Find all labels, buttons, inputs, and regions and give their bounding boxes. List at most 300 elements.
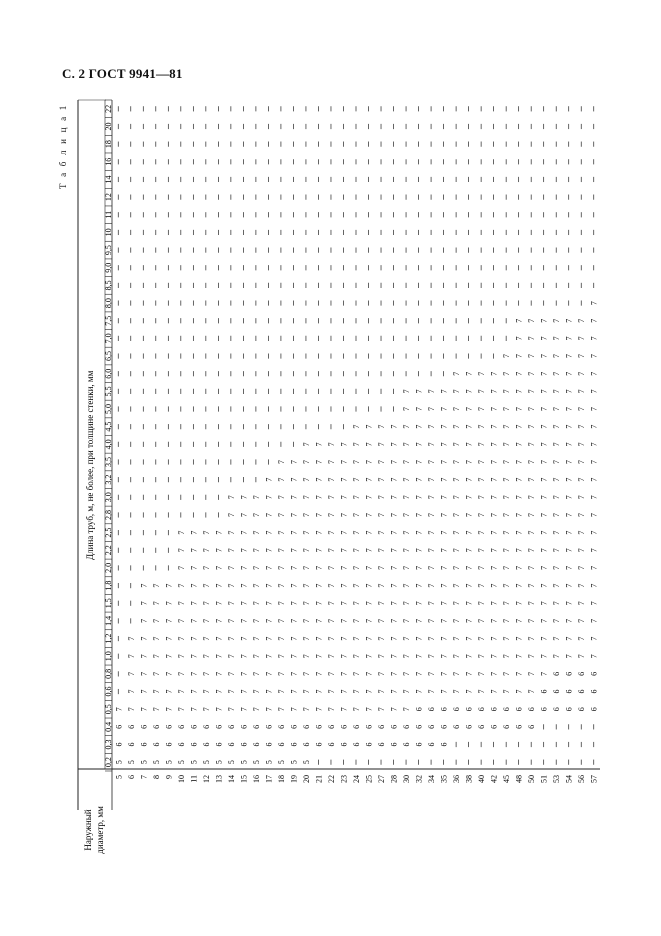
length-value: 7 — [552, 477, 562, 482]
length-value: 7 — [139, 601, 149, 606]
length-value: 6 — [439, 724, 449, 729]
length-value: 7 — [239, 689, 249, 694]
length-value: 6 — [514, 707, 524, 712]
length-value: 7 — [364, 565, 374, 570]
length-value: 7 — [389, 459, 399, 464]
length-value: 7 — [477, 530, 487, 535]
length-value: 6 — [151, 724, 161, 729]
length-value: 7 — [352, 583, 361, 588]
length-value: 6 — [314, 724, 324, 729]
length-value: 7 — [552, 459, 562, 464]
length-value: 7 — [264, 583, 274, 588]
length-value: 7 — [589, 530, 599, 535]
length-value: 7 — [477, 654, 487, 659]
length-value: 7 — [176, 565, 186, 570]
length-value: 7 — [439, 548, 449, 553]
length-value: 6 — [577, 707, 587, 712]
length-value: 5 — [189, 760, 199, 765]
length-value: 7 — [126, 707, 136, 712]
length-value: 7 — [339, 707, 349, 712]
length-value: 7 — [301, 601, 311, 606]
length-value: 7 — [502, 495, 512, 500]
length-value: 7 — [189, 565, 199, 570]
thickness-label: 3,0 — [104, 492, 113, 503]
length-value: 7 — [427, 512, 437, 517]
diameter-label: 6 — [126, 775, 136, 779]
length-value: 7 — [489, 389, 499, 394]
length-value: 7 — [389, 565, 399, 570]
length-value: 5 — [139, 760, 149, 765]
length-value: 7 — [527, 318, 537, 323]
length-value: 7 — [589, 654, 599, 659]
length-value: 6 — [126, 724, 136, 729]
thickness-label: 0,6 — [104, 686, 113, 697]
length-value: 7 — [439, 530, 449, 535]
length-value: 6 — [477, 724, 487, 729]
length-value: 7 — [527, 424, 537, 429]
length-value: 7 — [464, 689, 474, 694]
length-value: 7 — [226, 565, 236, 570]
length-value: 7 — [164, 583, 174, 588]
length-value: 7 — [264, 548, 274, 553]
length-value: 7 — [514, 512, 524, 517]
length-value: 7 — [389, 671, 399, 676]
length-value: 7 — [414, 424, 424, 429]
length-value: 7 — [402, 495, 412, 500]
length-value: 6 — [352, 724, 361, 729]
length-value: 7 — [226, 601, 236, 606]
length-value: 6 — [552, 671, 562, 676]
length-value: 7 — [464, 477, 474, 482]
length-value: 7 — [502, 618, 512, 623]
length-value: 7 — [289, 618, 299, 623]
length-value: 7 — [589, 565, 599, 570]
thickness-label: 1,2 — [104, 633, 113, 644]
length-value: 5 — [226, 760, 236, 765]
length-value: 7 — [402, 389, 412, 394]
length-value: 7 — [477, 671, 487, 676]
length-value: 7 — [577, 654, 587, 659]
length-value: 7 — [364, 459, 374, 464]
length-value: 6 — [464, 724, 474, 729]
length-value: 7 — [151, 601, 161, 606]
length-value: 6 — [226, 724, 236, 729]
length-value: 7 — [301, 512, 311, 517]
length-value: 7 — [539, 477, 549, 482]
diameter-label: 45 — [502, 775, 512, 783]
length-value: 7 — [389, 548, 399, 553]
length-value: 7 — [164, 689, 174, 694]
length-value: 7 — [176, 689, 186, 694]
length-value: 7 — [251, 601, 261, 606]
length-value: 7 — [552, 618, 562, 623]
length-value: 7 — [477, 477, 487, 482]
length-value: 7 — [577, 583, 587, 588]
length-value: 7 — [427, 495, 437, 500]
length-value: 7 — [514, 636, 524, 641]
length-value: 6 — [489, 724, 499, 729]
length-value: 7 — [364, 495, 374, 500]
thickness-label: 8,0 — [104, 298, 113, 309]
length-value: 7 — [414, 407, 424, 412]
thickness-label: 10 — [104, 228, 113, 237]
length-value: 7 — [352, 654, 361, 659]
length-value: 7 — [201, 636, 211, 641]
length-value: 7 — [251, 495, 261, 500]
length-value: 7 — [452, 636, 462, 641]
length-value: 7 — [289, 654, 299, 659]
length-value: 7 — [514, 424, 524, 429]
length-value: 7 — [352, 565, 361, 570]
length-value: 7 — [414, 512, 424, 517]
length-value: 6 — [326, 742, 336, 747]
length-value: 7 — [477, 512, 487, 517]
thickness-label: 11 — [104, 210, 113, 219]
length-value: 7 — [552, 512, 562, 517]
length-value: 7 — [176, 654, 186, 659]
length-value: 7 — [389, 618, 399, 623]
length-value: 6 — [439, 742, 449, 747]
length-value: 7 — [589, 424, 599, 429]
length-value: 7 — [377, 548, 387, 553]
length-value: 7 — [201, 565, 211, 570]
length-value: 7 — [251, 583, 261, 588]
length-value: 7 — [301, 495, 311, 500]
length-value: 6 — [264, 742, 274, 747]
length-value: 7 — [289, 512, 299, 517]
length-value: 6 — [552, 689, 562, 694]
thickness-label: 2,0 — [104, 562, 113, 573]
length-value: 7 — [414, 442, 424, 447]
length-value: 7 — [564, 565, 574, 570]
diameter-label: 9 — [164, 775, 174, 779]
length-value: 7 — [564, 654, 574, 659]
length-value: 7 — [527, 530, 537, 535]
length-value: 7 — [427, 601, 437, 606]
length-value: 6 — [226, 742, 236, 747]
length-value: 7 — [564, 424, 574, 429]
length-value: 7 — [402, 601, 412, 606]
length-value: 7 — [414, 459, 424, 464]
length-value: 7 — [251, 565, 261, 570]
length-value: 7 — [527, 407, 537, 412]
length-value: 7 — [176, 530, 186, 535]
diameter-label: 54 — [564, 775, 574, 783]
length-value: 7 — [289, 530, 299, 535]
length-value: 7 — [251, 671, 261, 676]
thickness-label: 8,5 — [104, 280, 113, 291]
length-value: 7 — [251, 654, 261, 659]
length-value: 6 — [139, 742, 149, 747]
length-value: 7 — [289, 583, 299, 588]
length-value: 7 — [389, 424, 399, 429]
length-value: 7 — [539, 565, 549, 570]
length-value: 7 — [514, 601, 524, 606]
length-value: 7 — [201, 707, 211, 712]
length-value: 7 — [577, 530, 587, 535]
length-value: 7 — [527, 389, 537, 394]
length-value: 7 — [452, 565, 462, 570]
length-value: 7 — [564, 601, 574, 606]
length-value: 7 — [314, 618, 324, 623]
length-value: 7 — [139, 689, 149, 694]
length-value: 7 — [539, 336, 549, 341]
length-value: 7 — [377, 495, 387, 500]
length-value: 6 — [214, 724, 224, 729]
length-value: 7 — [477, 459, 487, 464]
length-value: 7 — [301, 548, 311, 553]
length-value: 7 — [364, 707, 374, 712]
length-value: 6 — [527, 724, 537, 729]
length-value: 7 — [527, 565, 537, 570]
length-value: 7 — [489, 583, 499, 588]
length-value: 7 — [464, 424, 474, 429]
length-value: 7 — [489, 601, 499, 606]
length-value: 7 — [139, 636, 149, 641]
length-value: 7 — [589, 583, 599, 588]
length-value: 7 — [226, 689, 236, 694]
length-value: 7 — [377, 583, 387, 588]
length-value: 7 — [552, 601, 562, 606]
length-value: 7 — [314, 689, 324, 694]
length-value: 7 — [201, 601, 211, 606]
length-value: 7 — [489, 565, 499, 570]
length-value: 7 — [514, 407, 524, 412]
length-value: 7 — [214, 530, 224, 535]
diameter-label: 10 — [176, 775, 186, 783]
length-value: 7 — [439, 442, 449, 447]
diameter-label: 34 — [427, 775, 437, 783]
length-value: 6 — [464, 707, 474, 712]
length-value: 7 — [289, 636, 299, 641]
length-value: 7 — [276, 654, 286, 659]
length-value: 7 — [477, 565, 487, 570]
length-value: 7 — [326, 689, 336, 694]
length-value: 7 — [452, 671, 462, 676]
length-value: 7 — [326, 636, 336, 641]
length-value: 7 — [364, 636, 374, 641]
length-value: 7 — [114, 707, 124, 712]
length-value: 7 — [151, 671, 161, 676]
length-value: 7 — [452, 548, 462, 553]
length-value: 7 — [477, 407, 487, 412]
diameter-label: 40 — [477, 775, 487, 783]
length-value: 7 — [589, 336, 599, 341]
length-value: 7 — [352, 636, 361, 641]
length-value: 7 — [464, 548, 474, 553]
length-value: 7 — [314, 442, 324, 447]
length-value: 7 — [289, 671, 299, 676]
length-value: 7 — [176, 618, 186, 623]
length-value: 7 — [176, 671, 186, 676]
length-value: 7 — [339, 618, 349, 623]
length-value: 7 — [514, 689, 524, 694]
length-value: 7 — [527, 512, 537, 517]
length-value: 6 — [589, 707, 599, 712]
length-value: 7 — [326, 618, 336, 623]
length-value: 7 — [502, 689, 512, 694]
length-value: 7 — [164, 618, 174, 623]
length-value: 7 — [389, 442, 399, 447]
length-value: 7 — [477, 601, 487, 606]
length-value: 6 — [452, 707, 462, 712]
length-value: 6 — [427, 707, 437, 712]
length-value: 7 — [339, 689, 349, 694]
length-value: 7 — [352, 689, 361, 694]
length-value: 7 — [377, 654, 387, 659]
length-value: 7 — [502, 424, 512, 429]
length-value: 7 — [577, 371, 587, 376]
length-value: 7 — [564, 442, 574, 447]
length-value: 7 — [352, 707, 361, 712]
length-value: 7 — [452, 371, 462, 376]
length-value: 7 — [377, 707, 387, 712]
length-value: 7 — [289, 707, 299, 712]
page-header: С. 2 ГОСТ 9941—81 — [62, 66, 183, 81]
length-value: 5 — [126, 760, 136, 765]
diameter-label: 53 — [552, 775, 562, 783]
length-value: 7 — [189, 548, 199, 553]
length-value: 7 — [477, 371, 487, 376]
length-value: 7 — [214, 583, 224, 588]
length-value: 6 — [164, 742, 174, 747]
length-value: 7 — [239, 618, 249, 623]
length-value: 7 — [214, 671, 224, 676]
length-value: 6 — [589, 689, 599, 694]
length-value: 7 — [514, 336, 524, 341]
length-value: 7 — [352, 671, 361, 676]
diameter-label: 8 — [151, 775, 161, 779]
length-value: 7 — [364, 548, 374, 553]
length-value: 7 — [364, 530, 374, 535]
length-value: 7 — [427, 477, 437, 482]
length-value: 7 — [289, 565, 299, 570]
length-value: 7 — [439, 654, 449, 659]
length-value: 7 — [414, 565, 424, 570]
length-value: 7 — [226, 530, 236, 535]
diameter-label: 25 — [364, 775, 374, 783]
length-value: 7 — [339, 548, 349, 553]
length-value: 7 — [264, 671, 274, 676]
length-value: 7 — [527, 336, 537, 341]
length-value: 7 — [377, 477, 387, 482]
length-value: 7 — [377, 530, 387, 535]
length-value: 7 — [489, 477, 499, 482]
length-value: 7 — [364, 689, 374, 694]
length-value: 7 — [201, 618, 211, 623]
length-value: 7 — [289, 495, 299, 500]
length-value: 7 — [464, 530, 474, 535]
length-value: 7 — [539, 530, 549, 535]
length-value: 7 — [139, 583, 149, 588]
length-value: 7 — [402, 583, 412, 588]
length-value: 7 — [326, 512, 336, 517]
length-value: 7 — [226, 671, 236, 676]
length-value: 7 — [564, 618, 574, 623]
length-value: 7 — [439, 671, 449, 676]
length-value: 7 — [339, 601, 349, 606]
length-value: 7 — [214, 689, 224, 694]
thickness-label: 12 — [104, 193, 113, 202]
diameter-label: 57 — [589, 775, 599, 783]
length-value: 7 — [276, 512, 286, 517]
diameter-label: 51 — [539, 775, 549, 783]
length-value: 7 — [226, 495, 236, 500]
diameter-label: 36 — [452, 775, 462, 783]
thickness-label: 2,5 — [104, 527, 113, 538]
length-value: 7 — [389, 689, 399, 694]
length-value: 7 — [389, 495, 399, 500]
length-value: 7 — [402, 618, 412, 623]
length-value: 7 — [264, 654, 274, 659]
diameter-label: 12 — [201, 775, 211, 783]
length-value: 7 — [527, 477, 537, 482]
thickness-label: 9,0 — [104, 262, 113, 273]
length-value: 7 — [514, 654, 524, 659]
length-value: 7 — [477, 424, 487, 429]
length-value: 7 — [427, 459, 437, 464]
length-value: 7 — [589, 301, 599, 306]
diameter-label: 23 — [339, 775, 349, 783]
length-value: 7 — [264, 530, 274, 535]
length-value: 7 — [214, 654, 224, 659]
length-value: 7 — [552, 389, 562, 394]
length-value: 7 — [514, 442, 524, 447]
length-value: 7 — [564, 477, 574, 482]
length-value: 7 — [564, 459, 574, 464]
group-header: Длина труб, м, не более, при толщине стенки, мм — [85, 370, 95, 560]
length-value: 7 — [326, 548, 336, 553]
length-value: 6 — [489, 707, 499, 712]
length-value: 7 — [301, 477, 311, 482]
length-value: 7 — [352, 530, 361, 535]
length-value: 6 — [264, 724, 274, 729]
length-value: 7 — [589, 477, 599, 482]
length-value: 7 — [301, 565, 311, 570]
length-value: 7 — [439, 565, 449, 570]
length-value: 5 — [214, 760, 224, 765]
length-value: 7 — [427, 671, 437, 676]
length-value: 7 — [189, 583, 199, 588]
length-value: 7 — [527, 654, 537, 659]
length-value: 7 — [502, 407, 512, 412]
length-value: 7 — [489, 407, 499, 412]
length-value: 7 — [377, 512, 387, 517]
length-value: 7 — [214, 618, 224, 623]
length-value: 7 — [452, 495, 462, 500]
length-value: 7 — [251, 689, 261, 694]
length-value: 7 — [389, 636, 399, 641]
length-value: 7 — [589, 601, 599, 606]
length-value: 7 — [214, 636, 224, 641]
length-value: 7 — [326, 495, 336, 500]
length-value: 7 — [502, 583, 512, 588]
length-value: 7 — [589, 371, 599, 376]
length-value: 7 — [414, 530, 424, 535]
length-value: 7 — [151, 583, 161, 588]
length-value: 7 — [314, 477, 324, 482]
length-value: 6 — [276, 724, 286, 729]
length-value: 7 — [552, 371, 562, 376]
length-value: 7 — [564, 389, 574, 394]
length-value: 7 — [164, 654, 174, 659]
length-value: 7 — [464, 407, 474, 412]
length-value: 7 — [377, 565, 387, 570]
length-value: 7 — [276, 477, 286, 482]
length-value: 7 — [577, 477, 587, 482]
length-value: 7 — [151, 654, 161, 659]
thickness-label: 3,5 — [104, 456, 113, 467]
